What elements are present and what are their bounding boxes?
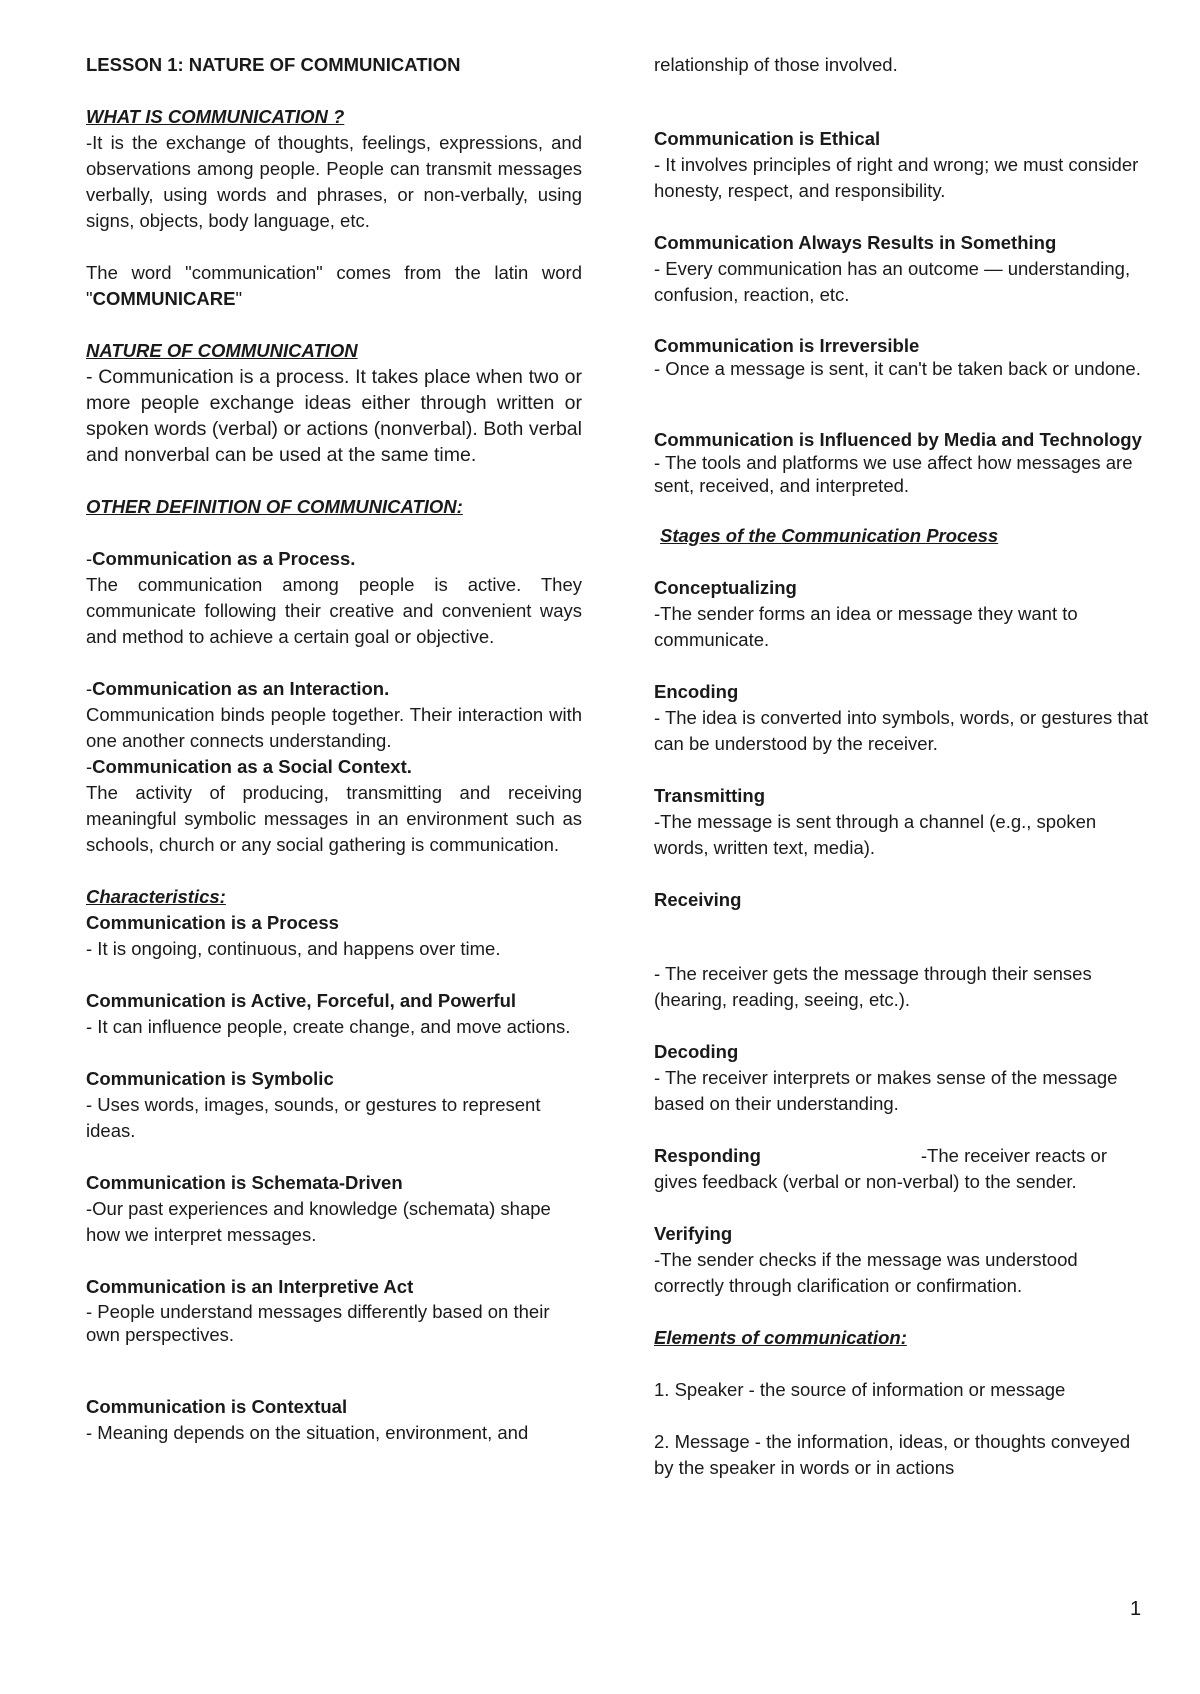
characteristic-body: - Meaning depends on the situation, environment, and	[86, 1422, 529, 1443]
continued-text: relationship of those involved.	[654, 54, 898, 75]
definition-title: -Communication as a Process.	[86, 548, 356, 569]
other-definition-heading: OTHER DEFINITION OF COMMUNICATION:	[86, 496, 463, 517]
nature-heading: NATURE OF COMMUNICATION	[86, 340, 358, 361]
element-item: 1. Speaker - the source of information or message	[654, 1379, 1066, 1400]
definition-title: -Communication as a Social Context.	[86, 756, 412, 777]
nature-body: - Communication is a process. It takes place when two or more people exchange ideas either through written or spoken words (verbal) or actions (nonverbal). Both verbal and nonverbal can be used at the same time.	[86, 366, 582, 466]
characteristic-body: - It is ongoing, continuous, and happens over time.	[86, 938, 501, 959]
stage-title: Encoding	[654, 681, 739, 702]
characteristic-title: Communication is Schemata-Driven	[86, 1172, 403, 1193]
what-is-communication-body: -It is the exchange of thoughts, feelings, expressions, and observations among people. People can transmit messages verbally, using words and phrases, or non-verbally, using signs, objects, body language, etc.	[86, 132, 582, 231]
characteristic-title: Communication is Symbolic	[86, 1068, 334, 1089]
stage-title: Receiving	[654, 889, 742, 910]
characteristic-body: - It involves principles of right and wrong; we must consider honesty, respect, and responsibility.	[654, 154, 1139, 201]
what-is-communication-heading: WHAT IS COMMUNICATION ?	[86, 106, 345, 127]
stage-body: - The idea is converted into symbols, words, or gestures that can be understood by the receiver.	[654, 707, 1149, 754]
stage-title: Conceptualizing	[654, 577, 797, 598]
left-column	[86, 52, 582, 1446]
definition-body: The communication among people is active. They communicate following their creative and convenient ways and method to achieve a certain goal or objective.	[86, 574, 582, 647]
stage-title: Verifying	[654, 1223, 733, 1244]
stage-responding	[654, 1143, 1150, 1195]
characteristic-title: Communication Always Results in Something	[654, 232, 1057, 253]
stage-title: Transmitting	[654, 785, 766, 806]
word-origin-prefix: The word "communication" comes from the latin word "	[86, 262, 582, 309]
word-origin-paragraph	[86, 260, 582, 312]
stage-body: -The sender checks if the message was understood correctly through clarification or confirmation.	[654, 1249, 1078, 1296]
stage-body: -The sender forms an idea or message they want to communicate.	[654, 603, 1078, 650]
characteristic-body: - Every communication has an outcome — understanding, confusion, reaction, etc.	[654, 258, 1131, 305]
characteristic-title: Communication is Contextual	[86, 1396, 348, 1417]
characteristic-title: Communication is an Interpretive Act	[86, 1276, 414, 1297]
characteristic-body: - It can influence people, create change, and move actions.	[86, 1016, 571, 1037]
characteristic-title: Communication is Active, Forceful, and Powerful	[86, 990, 517, 1011]
characteristic-body: - Uses words, images, sounds, or gestures to represent ideas.	[86, 1094, 541, 1141]
characteristic-body: - The tools and platforms we use affect how messages are sent, received, and interpreted.	[654, 452, 1133, 496]
stage-body: - The receiver gets the message through their senses (hearing, reading, seeing, etc.).	[654, 963, 1092, 1010]
characteristic-title: Communication is a Process	[86, 912, 339, 933]
right-column	[654, 52, 1150, 1481]
characteristic-body: - People understand messages differently based on their own perspectives.	[86, 1301, 550, 1345]
stage-title: Responding	[654, 1145, 761, 1166]
stage-title: Decoding	[654, 1041, 739, 1062]
element-item: 2. Message - the information, ideas, or thoughts conveyed by the speaker in words or in actions	[654, 1431, 1131, 1478]
characteristics-heading: Characteristics:	[86, 886, 226, 907]
lesson-title: LESSON 1: NATURE OF COMMUNICATION	[86, 54, 461, 75]
stage-body: - The receiver interprets or makes sense of the message based on their understanding.	[654, 1067, 1118, 1114]
elements-heading: Elements of communication:	[654, 1327, 907, 1348]
definition-title: -Communication as an Interaction.	[86, 678, 390, 699]
word-origin-term: COMMUNICARE	[92, 288, 236, 309]
characteristic-body: - Once a message is sent, it can't be taken back or undone.	[654, 358, 1141, 379]
characteristic-body: -Our past experiences and knowledge (schemata) shape how we interpret messages.	[86, 1198, 551, 1245]
characteristic-title: Communication is Influenced by Media and Technology	[654, 429, 1142, 450]
word-origin-suffix: "	[235, 288, 243, 309]
definition-body: Communication binds people together. Their interaction with one another connects understanding.	[86, 704, 582, 751]
characteristic-title: Communication is Irreversible	[654, 335, 920, 356]
characteristic-title: Communication is Ethical	[654, 128, 881, 149]
stage-body: -The receiver reacts or gives feedback (verbal or non-verbal) to the sender.	[654, 1145, 1107, 1192]
stages-heading: Stages of the Communication Process	[660, 525, 999, 546]
page-number: 1	[1130, 1598, 1142, 1620]
stage-body: -The message is sent through a channel (e.g., spoken words, written text, media).	[654, 811, 1097, 858]
definition-body: The activity of producing, transmitting and receiving meaningful symbolic messages in an environment such as schools, church or any social gathering is communication.	[86, 782, 582, 855]
